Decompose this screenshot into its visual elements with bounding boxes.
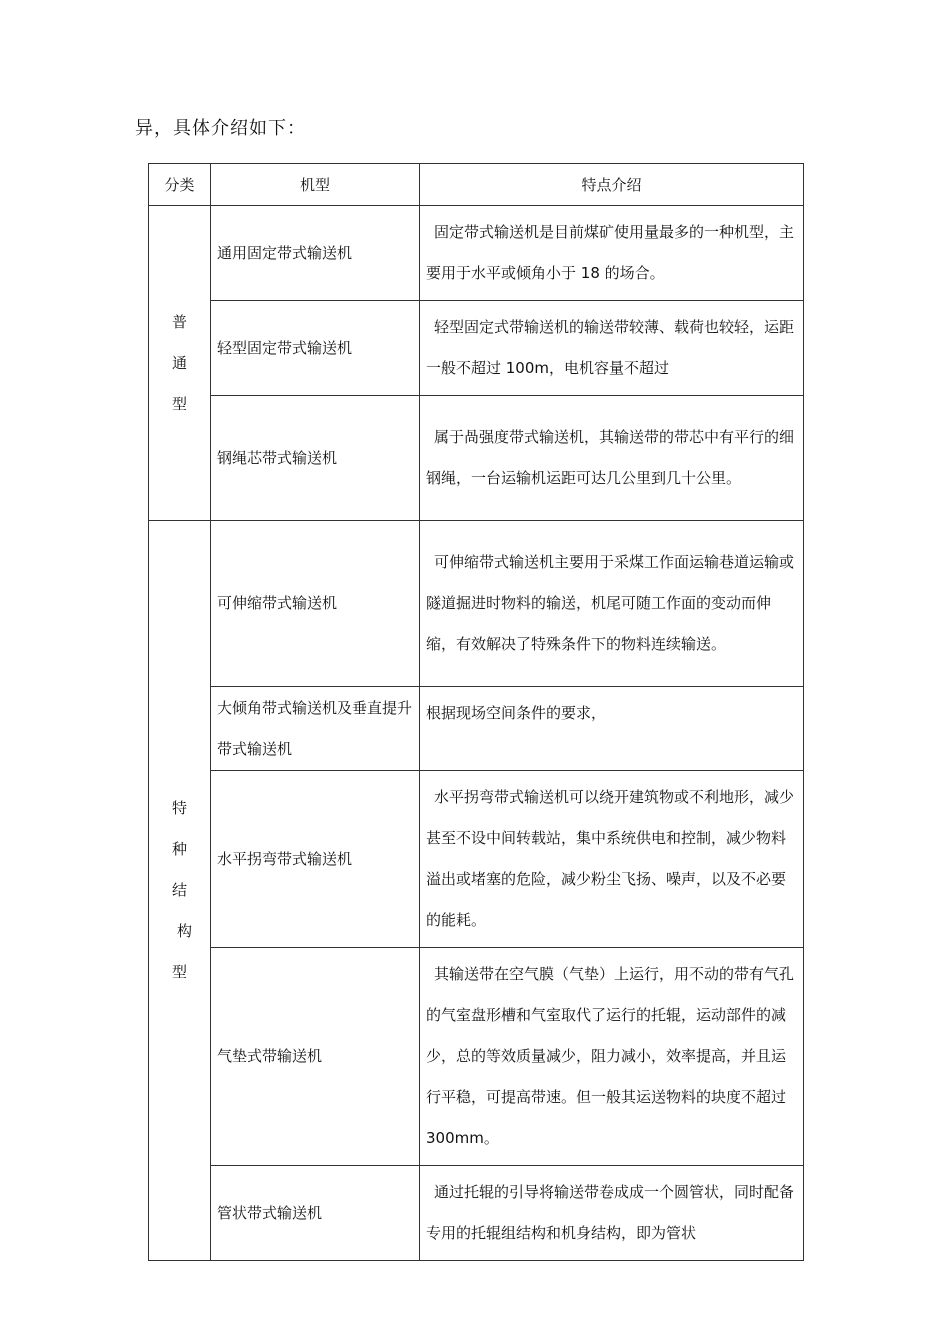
table-row [149, 948, 804, 1166]
model-cell: 钢绳芯带式输送机 [211, 396, 420, 521]
category-char: 结 [171, 881, 187, 899]
description-cell: 属于咼强度带式输送机，其输送带的带芯中有平行的细钢绳，一台运输机运距可达几公里到几十公里。 [420, 396, 804, 521]
table-row [149, 206, 804, 301]
description-cell: 通过托辊的引导将输送带卷成成一个圆管状，同时配备专用的托辊组结构和机身结构，即为管状 [420, 1166, 804, 1261]
category-char: 种 [171, 840, 187, 858]
description-cell: 水平拐弯带式输送机可以绕开建筑物或不利地形，减少甚至不设中间转载站，集中系统供电和控制，减少物料溢出或堵塞的危险，减少粉尘飞扬、噪声，以及不必要的能耗。 [420, 771, 804, 948]
description-cell: 固定带式输送机是目前煤矿使用量最多的一种机型，主要用于水平或倾角小于 18 的场合。 [420, 206, 804, 301]
description-cell: 其输送带在空气膜（气垫）上运行，用不动的带有气孔的气室盘形槽和气室取代了运行的托辊，运动部件的减少，总的等效质量减少，阻力减小，效率提高，并且运行平稳，可提高带速。但一般其运送物料的块度不超过 300mm。 [420, 948, 804, 1166]
model-cell: 通用固定带式输送机 [211, 206, 420, 301]
category-char: 通 [171, 353, 187, 372]
table-row [149, 687, 804, 771]
category-char: 特 [171, 799, 187, 817]
table-row [149, 396, 804, 521]
header-category: 分类 [149, 164, 211, 206]
conveyor-types-table [148, 163, 804, 1261]
description-cell: 可伸缩带式输送机主要用于采煤工作面运输巷道运输或隧道掘进时物料的输送，机尾可随工作面的变动而伸缩，有效解决了特殊条件下的物料连续输送。 [420, 521, 804, 687]
model-cell: 大倾角带式输送机及垂直提升带式输送机 [211, 687, 420, 771]
header-features: 特点介绍 [420, 164, 804, 206]
table-row [149, 771, 804, 948]
description-cell: 根据现场空间条件的要求， [420, 687, 804, 771]
category-cell-special [149, 521, 211, 1261]
category-cell-ordinary [149, 206, 211, 521]
category-char: 型 [171, 394, 187, 413]
description-cell: 轻型固定式带输送机的输送带较薄、载荷也较轻，运距一般不超过 100m，电机容量不超过 [420, 301, 804, 396]
header-model: 机型 [211, 164, 420, 206]
table-row [149, 301, 804, 396]
model-cell: 可伸缩带式输送机 [211, 521, 420, 687]
table-row [149, 521, 804, 687]
model-cell: 轻型固定带式输送机 [211, 301, 420, 396]
table-row [149, 1166, 804, 1261]
category-char: 构 [176, 922, 192, 940]
model-cell: 气垫式带输送机 [211, 948, 420, 1166]
model-cell: 管状带式输送机 [211, 1166, 420, 1261]
model-cell: 水平拐弯带式输送机 [211, 771, 420, 948]
table-header-row [149, 164, 804, 206]
category-char: 型 [171, 963, 187, 981]
intro-text: 异，具体介绍如下： [135, 118, 306, 139]
category-char: 普 [171, 312, 187, 331]
